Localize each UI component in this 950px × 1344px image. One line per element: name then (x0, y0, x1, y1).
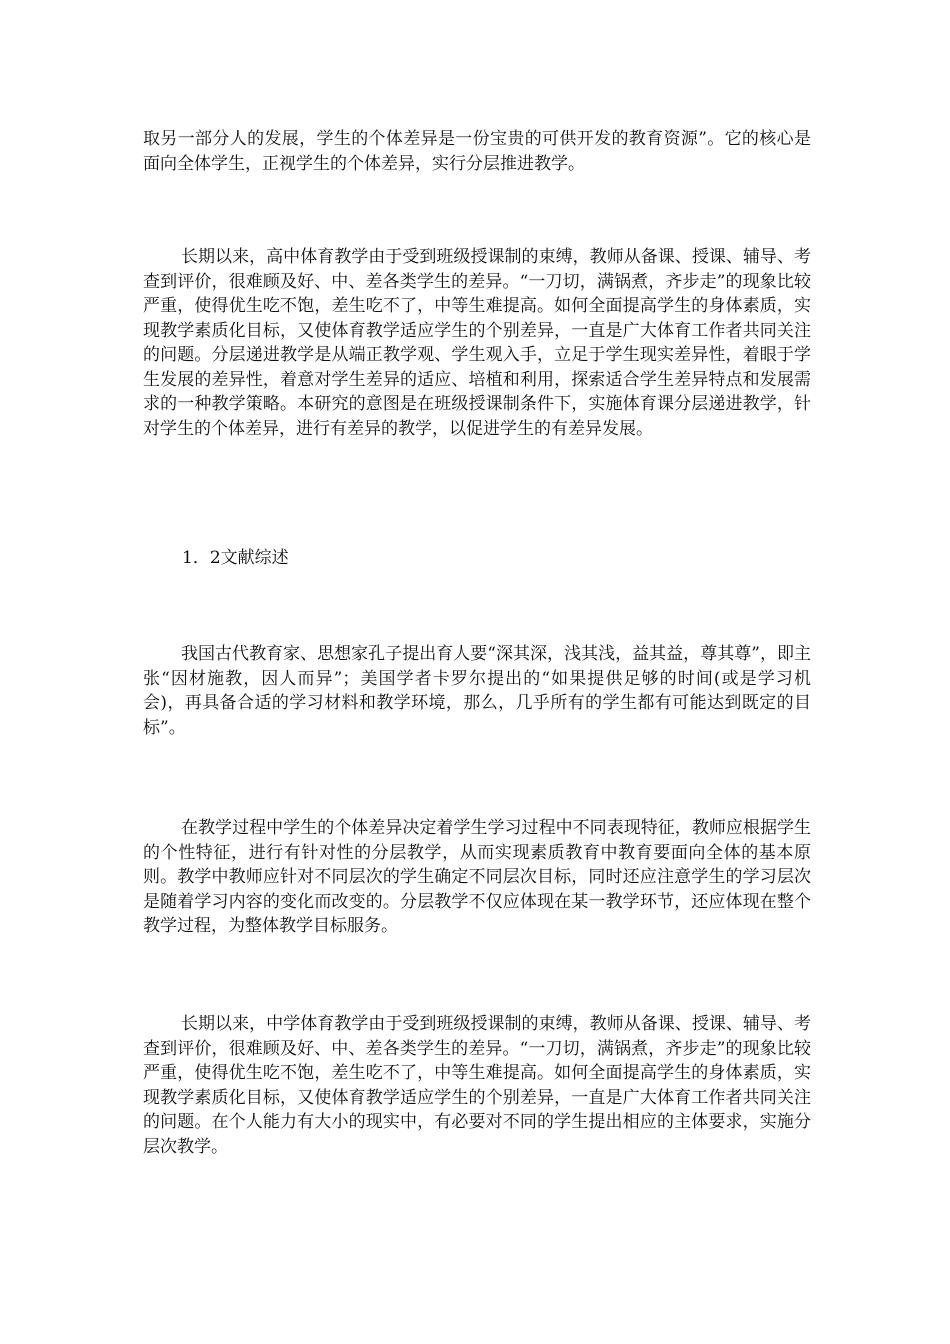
section-heading-literature-review: 1．2文献综述 (182, 548, 289, 568)
paragraph-teaching-process: 在教学过程中学生的个体差异决定着学生学习过程中不同表现特征，教师应根据学生的个性特征，进行有针对性的分层教学，从而实现素质教育中教育要面向全体的基本原则。教学中教师应针对不同层次的学生确定不同层次目标，同时还应注意学生的学习层次是随着学习内容的变化而改变的。分层教学不仅应体现在某一教学环节，还应体现在整个教学过程，为整体教学目标服务。 (143, 818, 811, 936)
paragraph-confucius-carroll: 我国古代教育家、思想家孔子提出育人要“深其深，浅其浅，益其益，尊其尊”，即主张“因材施教，因人而异”；美国学者卡罗尔提出的“如果提供足够的时间(或是学习机会)，再具备合适的学习材料和教学环境，那么，几乎所有的学生都有可能达到既定的目标”。 (143, 644, 811, 738)
paragraph-background: 长期以来，高中体育教学由于受到班级授课制的束缚，教师从备课、授课、辅导、考查到评价，很难顾及好、中、差各类学生的差异。“一刀切，满锅煮，齐步走”的现象比较严重，使得优生吃不饱，差生吃不了，中等生难提高。如何全面提高学生的身体素质，实现教学素质化目标，又使体育教学适应学生的个别差异，一直是广大体育工作者共同关注的问题。分层递进教学是从端正教学观、学生观入手，立足于学生现实差异性，着眼于学生发展的差异性，着意对学生差异的适应、培植和利用，探索适合学生差异特点和发展需求的一种教学策略。本研究的意图是在班级授课制条件下，实施体育课分层递进教学，针对学生的个体差异，进行有差异的教学，以促进学生的有差异发展。 (143, 247, 811, 439)
paragraph-middle-school: 长期以来，中学体育教学由于受到班级授课制的束缚，教师从备课、授课、辅导、考查到评价，很难顾及好、中、差各类学生的差异。“一刀切，满锅煮，齐步走”的现象比较严重，使得优生吃不饱，差生吃不了，中等生难提高。如何全面提高学生的身体素质，实现教学素质化目标，又使体育教学适应学生的个别差异，一直是广大体育工作者共同关注的问题。在个人能力有大小的现实中，有必要对不同的学生提出相应的主体要求，实施分层次教学。 (143, 1014, 811, 1157)
paragraph-continuation: 取另一部分人的发展，学生的个体差异是一份宝贵的可供开发的教育资源”。它的核心是面向全体学生，正视学生的个体差异，实行分层推进教学。 (143, 129, 811, 174)
